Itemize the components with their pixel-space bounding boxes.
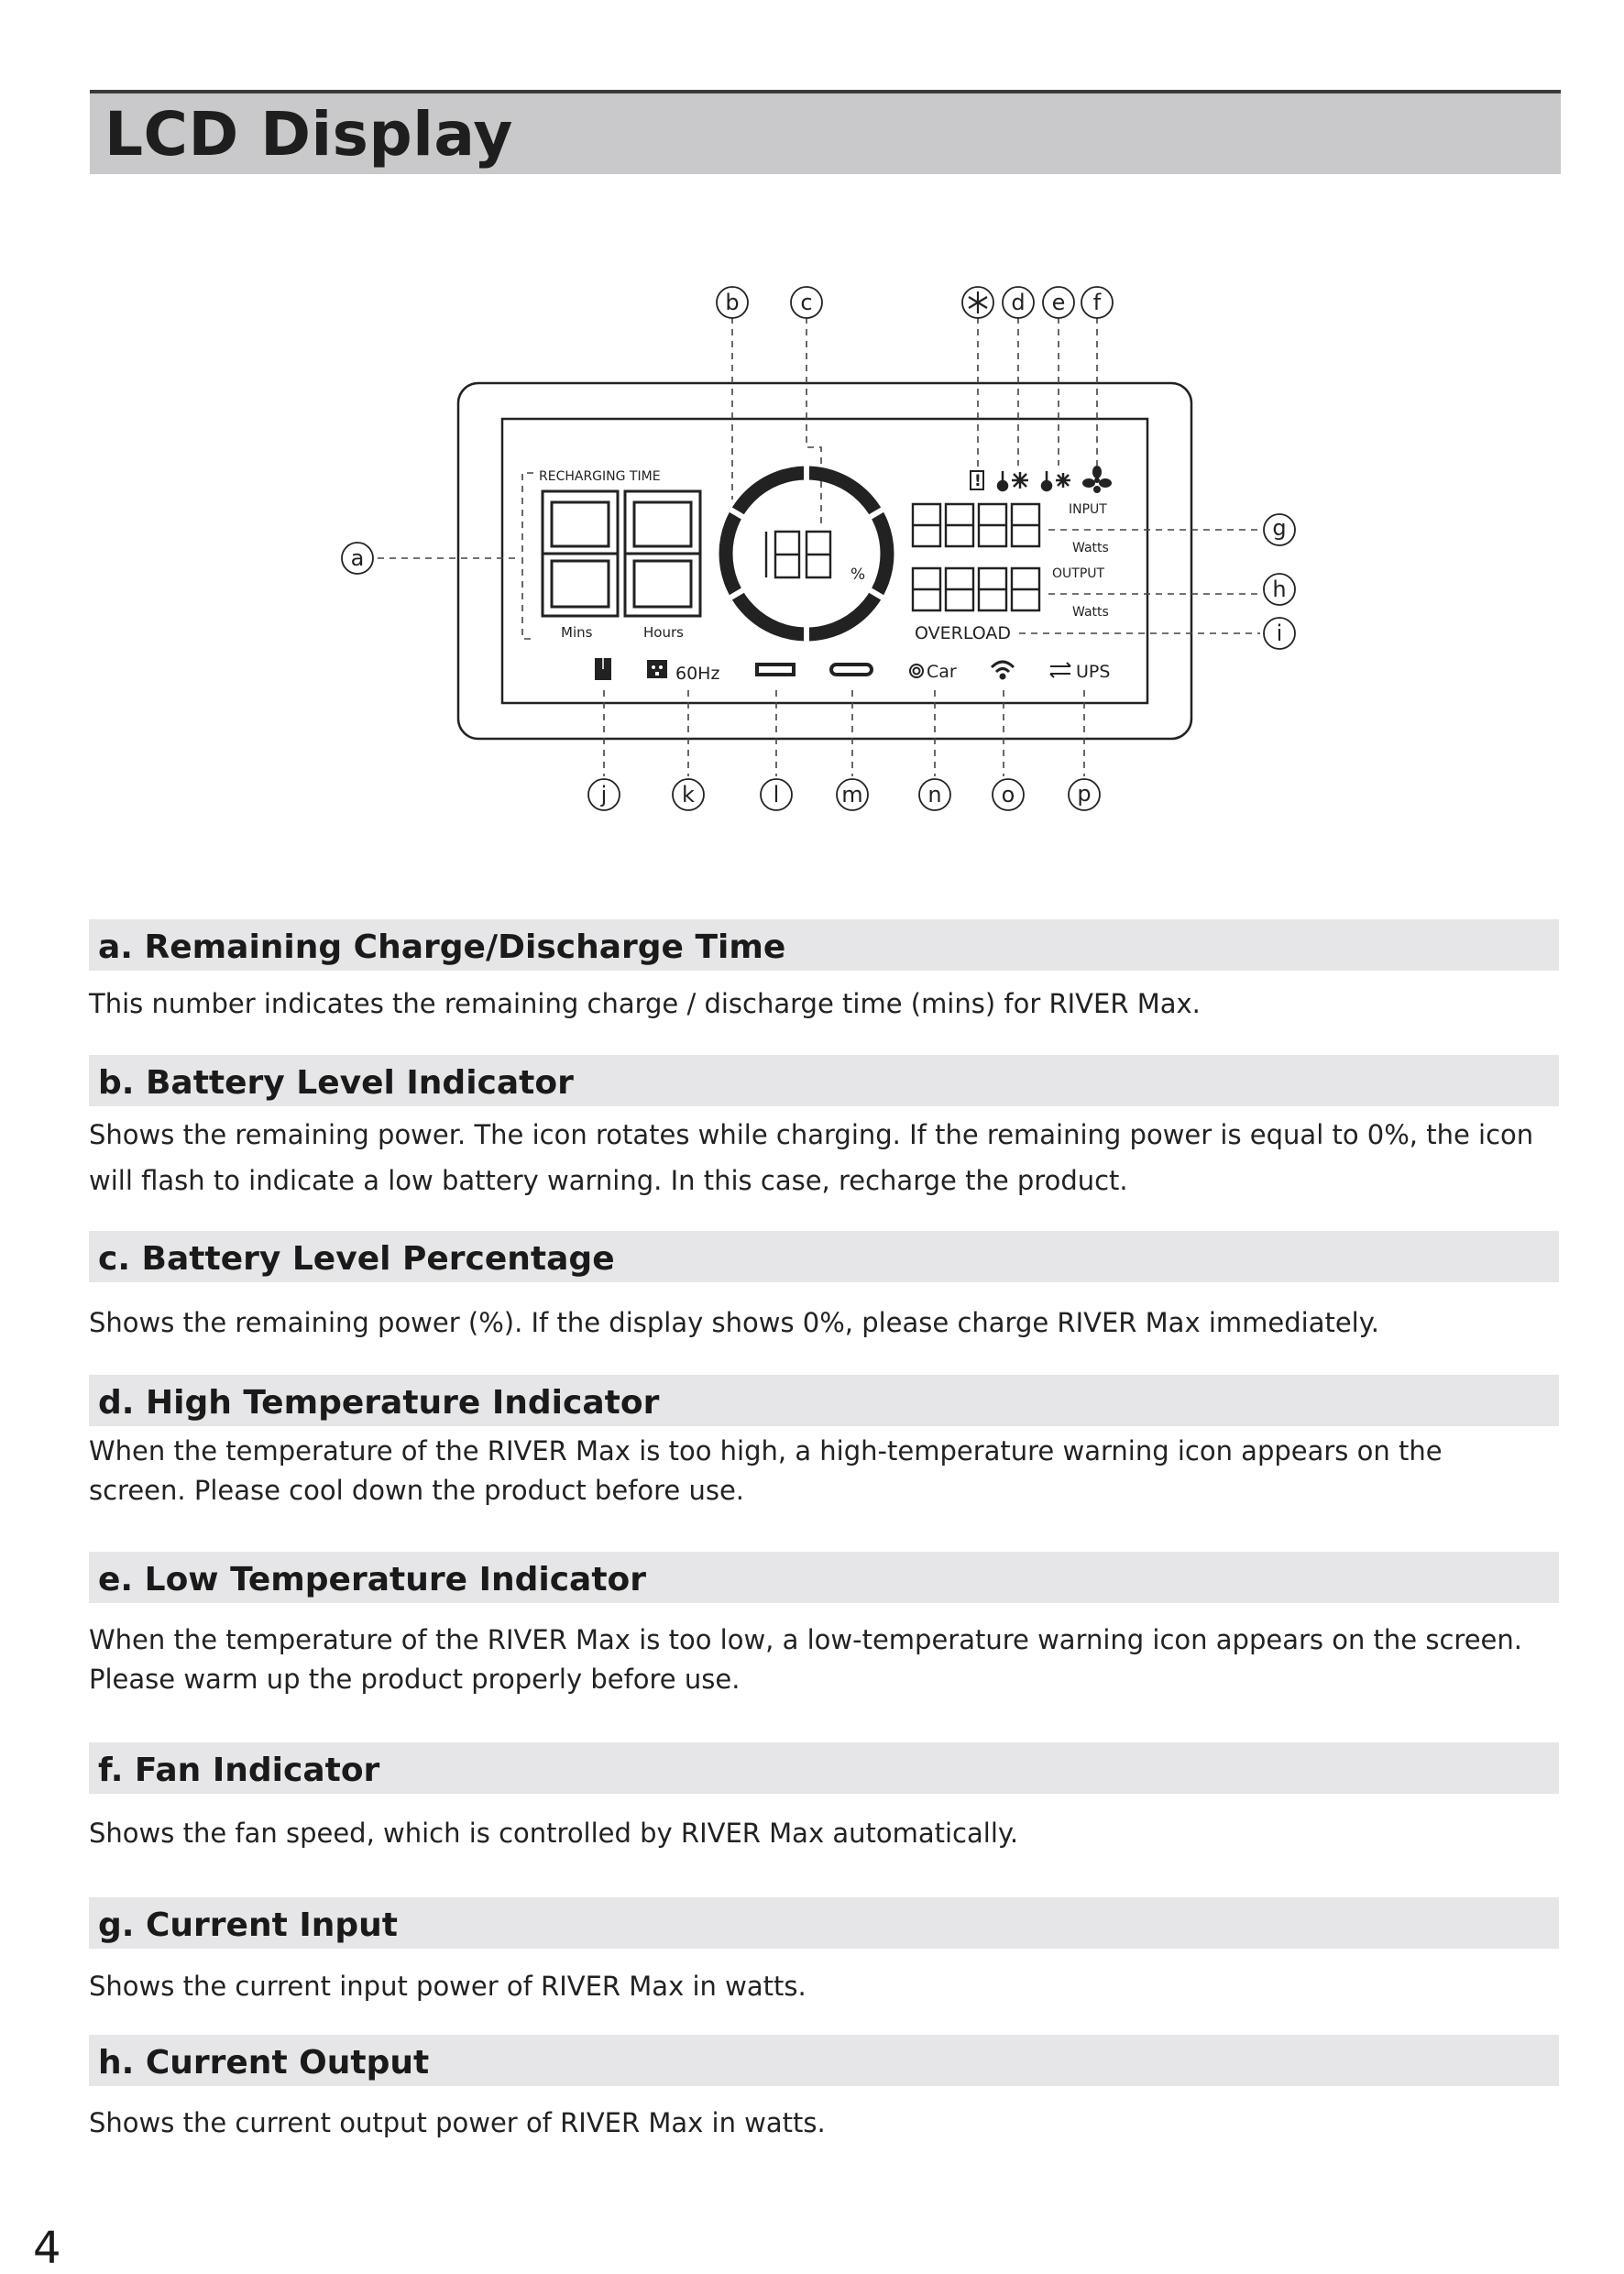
input-digits bbox=[913, 504, 1039, 546]
section-h-body: Shows the current output power of RIVER Max in watts. bbox=[89, 2107, 826, 2138]
section-c-body: Shows the remaining power (%). If the display shows 0%, please charge RIVER Max immediately. bbox=[89, 1307, 1379, 1338]
percentage-digits bbox=[766, 532, 830, 577]
callout-g: g bbox=[1272, 515, 1287, 541]
section-c-heading: c. Battery Level Percentage bbox=[98, 1240, 615, 1278]
section-b-header bbox=[89, 1055, 1559, 1106]
page-title: LCD Display bbox=[104, 99, 513, 170]
lcd-diagram bbox=[0, 0, 1624, 880]
section-d-heading: d. High Temperature Indicator bbox=[98, 1384, 660, 1422]
callout-o: o bbox=[1001, 782, 1015, 807]
ups-arrows-icon bbox=[1050, 663, 1070, 677]
page-number: 4 bbox=[33, 2223, 61, 2274]
section-f-body: Shows the fan speed, which is controlled by RIVER Max automatically. bbox=[89, 1818, 1019, 1849]
car-port-icon bbox=[910, 665, 923, 677]
section-e-heading: e. Low Temperature Indicator bbox=[98, 1561, 647, 1598]
callout-b: b bbox=[725, 290, 740, 315]
section-d-header bbox=[89, 1375, 1559, 1426]
lcd-mins-label: Mins bbox=[561, 624, 593, 641]
section-a-heading: a. Remaining Charge/Discharge Time bbox=[98, 928, 786, 966]
section-f-heading: f. Fan Indicator bbox=[98, 1752, 380, 1789]
lcd-car-label: Car bbox=[927, 662, 957, 682]
lcd-overload-label: OVERLOAD bbox=[915, 623, 1011, 643]
callout-j: j bbox=[600, 782, 608, 807]
lcd-warning-mark: ! bbox=[974, 472, 982, 490]
callout-f: f bbox=[1092, 290, 1102, 315]
ac-outlet-icon bbox=[647, 660, 667, 678]
section-b-heading: b. Battery Level Indicator bbox=[98, 1064, 574, 1102]
lcd-hours-label: Hours bbox=[643, 624, 684, 641]
time-digits bbox=[543, 491, 700, 616]
lcd-watts-label-2: Watts bbox=[1072, 605, 1109, 620]
wifi-icon bbox=[992, 662, 1014, 678]
high-temperature-icon bbox=[998, 471, 1028, 490]
fan-icon bbox=[1082, 466, 1112, 493]
section-c-header bbox=[89, 1231, 1559, 1282]
section-h-header bbox=[89, 2035, 1559, 2086]
callout-m: m bbox=[841, 782, 863, 807]
lcd-recharging-time-label: RECHARGING TIME bbox=[539, 469, 661, 484]
lcd-ups-label: UPS bbox=[1076, 662, 1111, 682]
lcd-percent-symbol: % bbox=[850, 566, 866, 584]
callout-l: l bbox=[773, 782, 780, 807]
low-temperature-icon bbox=[1042, 471, 1070, 490]
section-g-header bbox=[89, 1897, 1559, 1949]
solar-panel-icon bbox=[595, 658, 611, 680]
section-b-body: Shows the remaining power. The icon rotates while charging. If the remaining power is equal to 0%, the icon will flash to indicate a low battery warning. In this case, recharge the product. bbox=[89, 1119, 1534, 1196]
callout-e: e bbox=[1051, 290, 1066, 315]
callout-n: n bbox=[927, 782, 942, 807]
lcd-input-label: INPUT bbox=[1069, 502, 1107, 517]
section-a-header bbox=[89, 919, 1559, 971]
callout-h: h bbox=[1272, 577, 1287, 602]
usb-a-icon bbox=[757, 665, 794, 675]
lcd-watts-label-1: Watts bbox=[1072, 541, 1109, 555]
callout-a: a bbox=[350, 545, 365, 571]
section-e-header bbox=[89, 1552, 1559, 1603]
section-g-heading: g. Current Input bbox=[98, 1906, 398, 1944]
callout-i: i bbox=[1276, 621, 1283, 646]
callout-c: c bbox=[800, 290, 813, 315]
output-digits bbox=[913, 568, 1039, 610]
section-e-body: When the temperature of the RIVER Max is too low, a low-temperature warning icon appears on the screen. Please warm up the product properly before use. bbox=[89, 1624, 1522, 1695]
callout-k: k bbox=[682, 782, 695, 807]
lcd-output-label: OUTPUT bbox=[1052, 566, 1105, 581]
usb-c-icon bbox=[831, 665, 872, 675]
section-d-body: When the temperature of the RIVER Max is too high, a high-temperature warning icon appears on the screen. Please cool down the product before use. bbox=[89, 1435, 1443, 1506]
section-g-body: Shows the current input power of RIVER Max in watts. bbox=[89, 1971, 807, 2002]
callout-p: p bbox=[1077, 781, 1092, 807]
callout-d: d bbox=[1011, 290, 1026, 315]
section-h-heading: h. Current Output bbox=[98, 2044, 430, 2082]
section-a-body: This number indicates the remaining charge / discharge time (mins) for RIVER Max. bbox=[89, 988, 1201, 1019]
lcd-hz-label: 60Hz bbox=[675, 664, 720, 684]
section-f-header bbox=[89, 1742, 1559, 1794]
leader-lines bbox=[378, 317, 1260, 776]
